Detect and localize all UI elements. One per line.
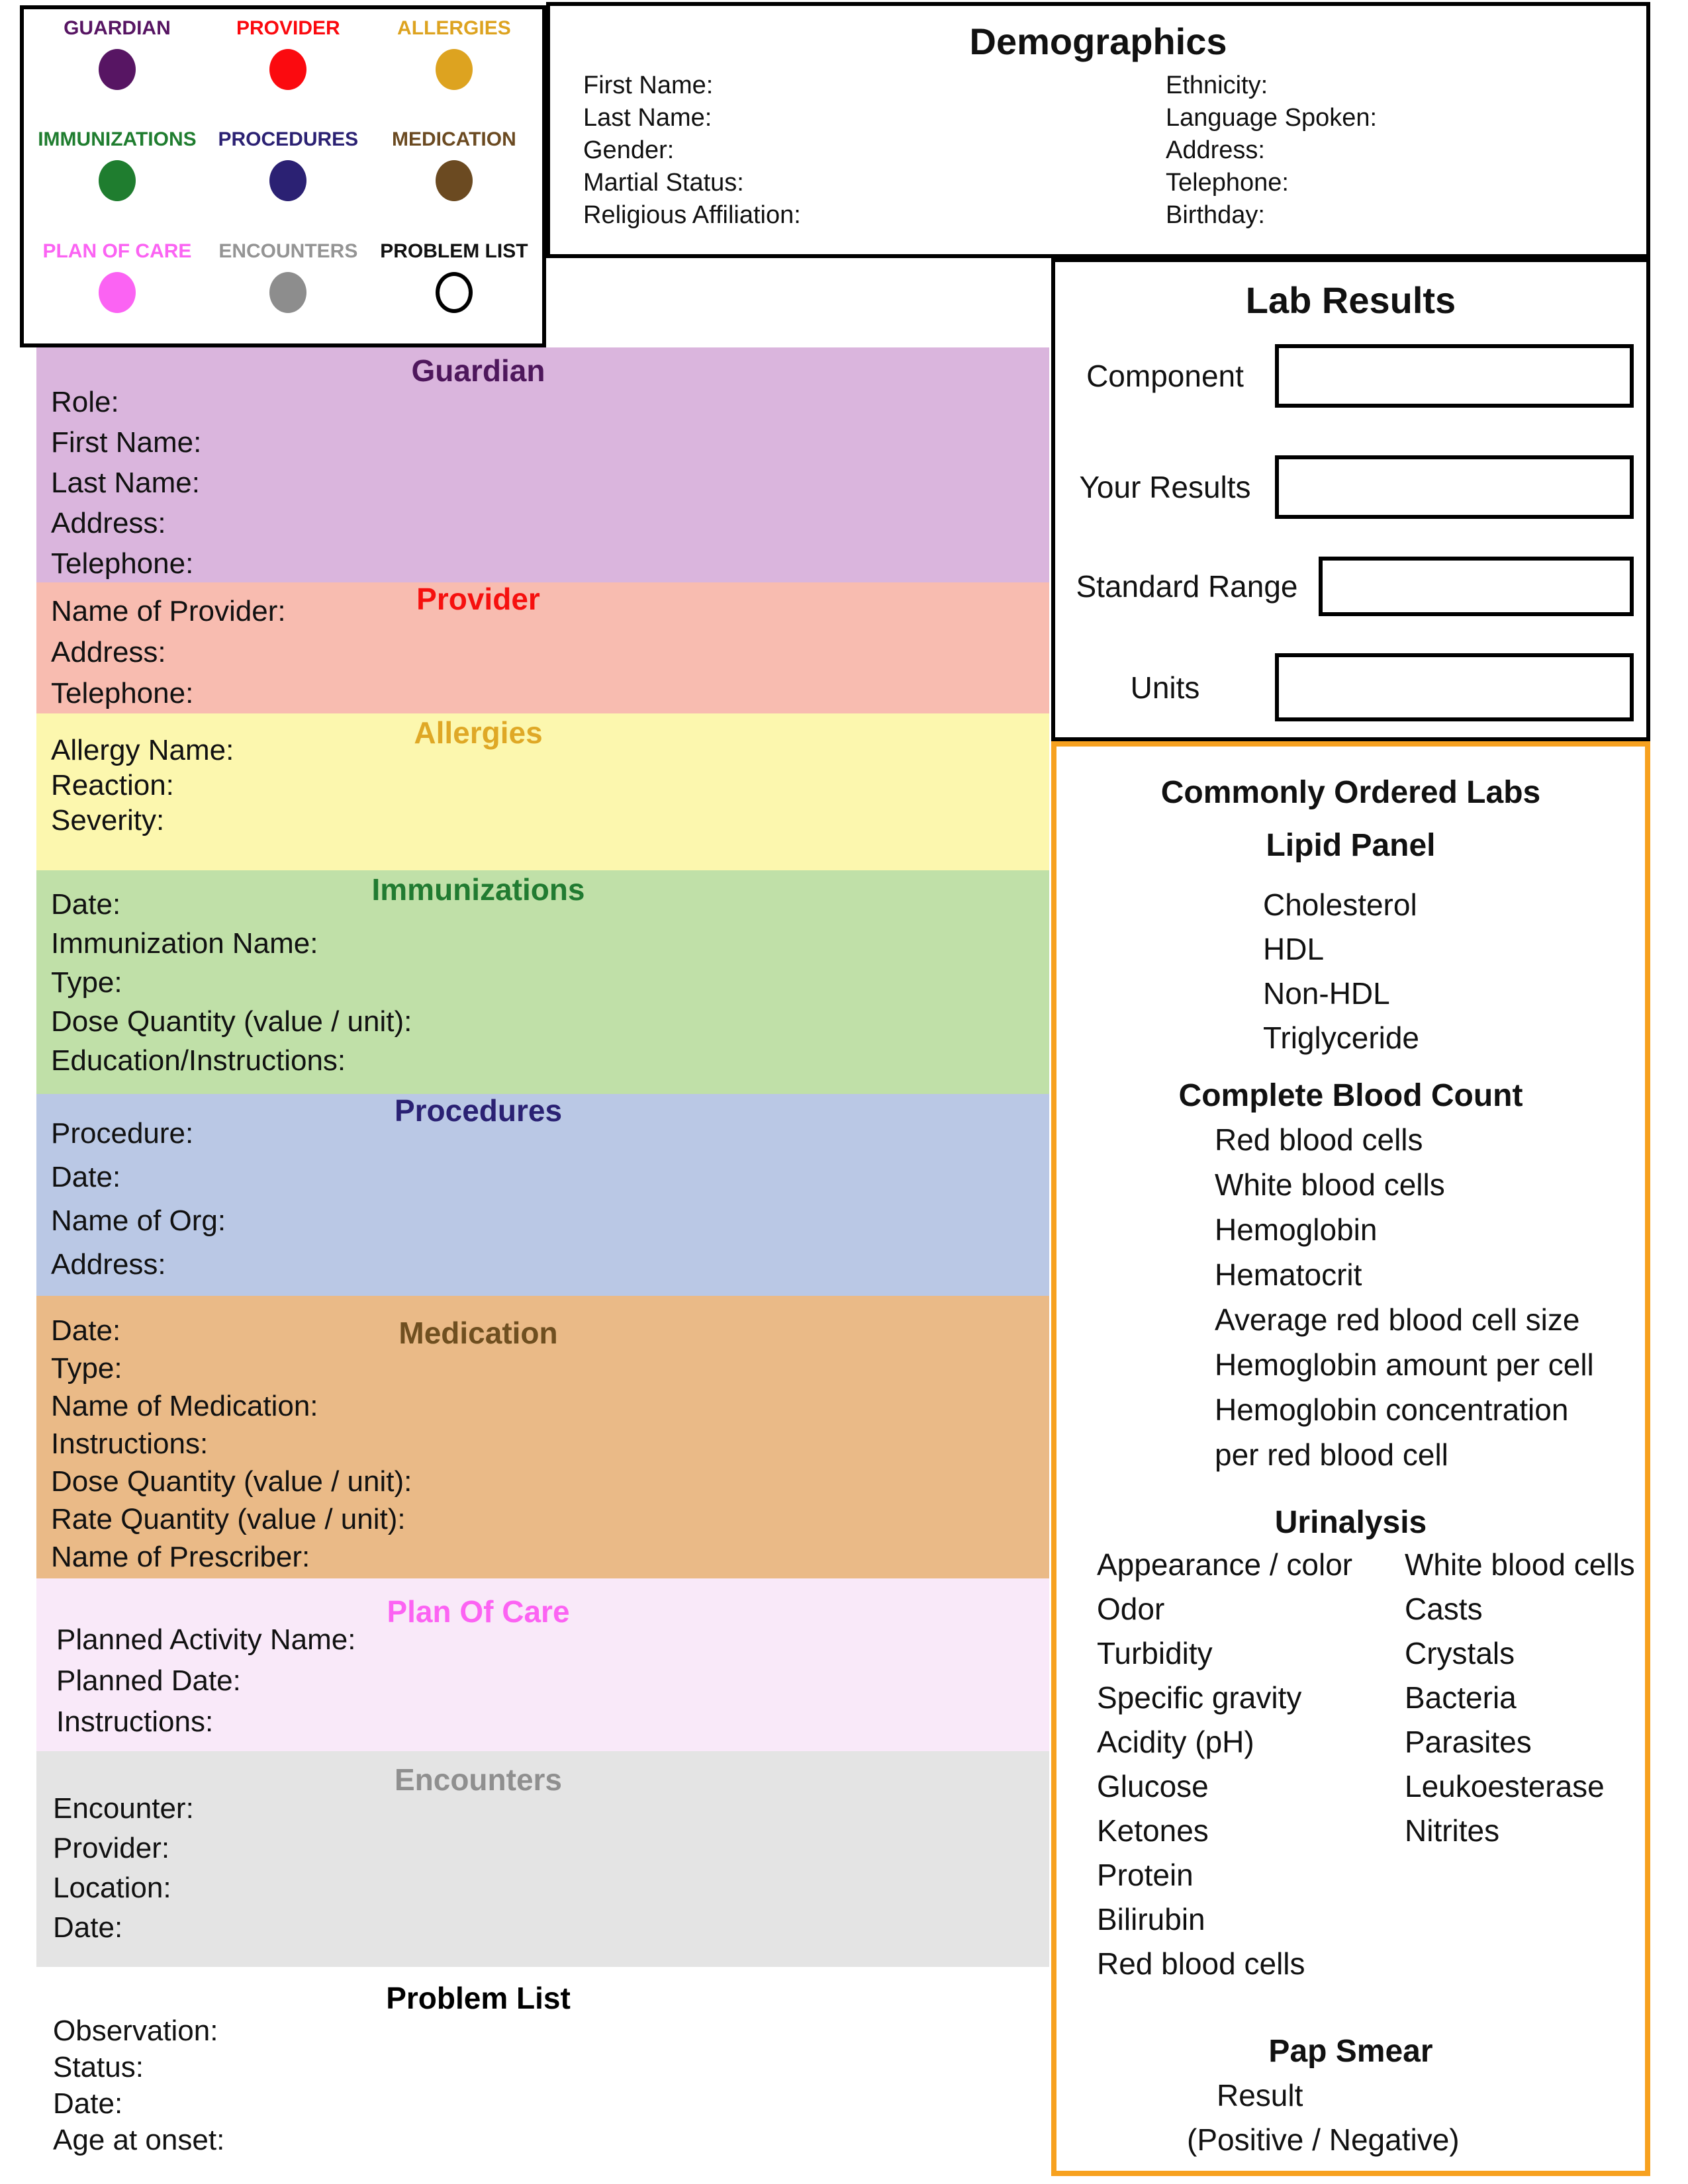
allergies-section-header: Allergies [414, 715, 543, 750]
field-label: Instructions: [56, 1706, 214, 1738]
lab-item: Crystals [1405, 1636, 1515, 1670]
legend-item-encounters [211, 232, 366, 343]
guardian-dot-icon [99, 49, 136, 90]
immunizations-dot-icon [99, 160, 136, 201]
legend-label-medication: MEDICATION [391, 128, 516, 151]
section-encounters [36, 1751, 1049, 1967]
plan-of-care-section-header: Plan Of Care [387, 1594, 570, 1629]
section-plan-of-care [36, 1578, 1049, 1751]
field-label: Instructions: [51, 1428, 209, 1460]
legend-item-allergies [366, 9, 542, 120]
field-label: Address: [1166, 136, 1265, 164]
commonly-ordered-labs-box [1051, 741, 1650, 2176]
field-label: Reaction: [51, 769, 174, 801]
lab-item: Turbidity [1097, 1636, 1213, 1670]
demographics-right-column [1166, 69, 1377, 232]
lab-item: HDL [1263, 932, 1325, 966]
field-label: Role: [51, 386, 119, 418]
lab-row-standard-range [1055, 557, 1646, 616]
lab-row-units [1055, 653, 1646, 721]
field-label: Dose Quantity (value / unit): [51, 1465, 412, 1498]
legend-item-plan-of-care [24, 232, 211, 343]
field-label: Provider: [53, 1832, 170, 1864]
demographics-box [546, 2, 1650, 258]
field-label: Last Name: [51, 467, 200, 499]
legend-label-allergies: ALLERGIES [397, 17, 511, 39]
lab-item: Cholesterol [1263, 887, 1417, 922]
field-label: Age at onset: [53, 2124, 225, 2156]
section-procedures [36, 1094, 1049, 1296]
lab-item: White blood cells [1215, 1167, 1445, 1202]
lab-item: Bilirubin [1097, 1902, 1205, 1936]
lab-item: Leukoesterase [1405, 1769, 1605, 1803]
field-label: First Name: [51, 426, 202, 459]
field-label: Name of Medication: [51, 1390, 318, 1422]
component-label: Component [1086, 358, 1244, 393]
lab-item: Parasites [1405, 1725, 1532, 1759]
demographics-left-column [583, 69, 801, 232]
section-medication [36, 1296, 1049, 1578]
urinalysis-heading: Urinalysis [1274, 1505, 1427, 1540]
field-label: Religious Affiliation: [583, 201, 801, 229]
lab-item: Hemoglobin [1215, 1212, 1378, 1247]
field-label: Location: [53, 1872, 171, 1904]
field-label: Planned Date: [56, 1664, 241, 1697]
field-label: Gender: [583, 136, 675, 164]
problem-list-section-header: Problem List [386, 1981, 571, 2015]
field-label: Name of Prescriber: [51, 1541, 310, 1573]
field-label: Last Name: [583, 104, 712, 132]
demographics-title: Demographics [969, 21, 1227, 62]
standard-range-field[interactable] [1319, 557, 1634, 616]
field-label: Telephone: [51, 677, 194, 709]
lab-item: Appearance / color [1097, 1547, 1353, 1582]
field-label: Planned Activity Name: [56, 1623, 356, 1656]
legend-label-plan-of-care: PLAN OF CARE [42, 240, 192, 262]
lab-item: Hemoglobin amount per cell [1215, 1347, 1594, 1382]
lab-item: Casts [1405, 1592, 1483, 1626]
procedures-dot-icon [269, 160, 306, 201]
medication-section-header: Medication [399, 1316, 558, 1350]
field-label: Status: [53, 2051, 144, 2083]
legend-label-provider: PROVIDER [236, 17, 340, 39]
lab-item: Acidity (pH) [1097, 1725, 1254, 1759]
lab-item: Red blood cells [1097, 1946, 1305, 1981]
urinalysis-left-list [1097, 1543, 1352, 1986]
procedures-section-header: Procedures [394, 1094, 563, 1128]
legend-item-guardian [24, 9, 211, 120]
lab-row-your-results [1055, 455, 1646, 519]
lab-item: Bacteria [1405, 1680, 1517, 1715]
field-label: Date: [51, 1161, 121, 1193]
field-label: Date: [51, 888, 121, 921]
legend-item-medication [366, 120, 542, 232]
standard-range-label: Standard Range [1076, 569, 1298, 604]
your-results-label: Your Results [1079, 469, 1251, 504]
field-label: Type: [51, 966, 122, 999]
component-field[interactable] [1275, 344, 1634, 408]
lab-item: (Positive / Negative) [1187, 2122, 1460, 2157]
legend-label-guardian: GUARDIAN [64, 17, 171, 39]
field-label: Language Spoken: [1166, 104, 1378, 132]
field-label: Severity: [51, 804, 165, 837]
field-label: Name of Org: [51, 1205, 226, 1237]
provider-dot-icon [269, 49, 306, 90]
lab-item: Glucose [1097, 1769, 1209, 1803]
lab-item: Triglyceride [1263, 1021, 1420, 1055]
units-field[interactable] [1275, 653, 1634, 721]
guardian-section-header: Guardian [411, 353, 545, 388]
field-label: Allergy Name: [51, 734, 234, 766]
provider-section-header: Provider [416, 582, 540, 616]
lab-item: Nitrites [1405, 1813, 1500, 1848]
lab-item: Specific gravity [1097, 1680, 1302, 1715]
legend-item-procedures [211, 120, 366, 232]
lab-item: Odor [1097, 1592, 1165, 1626]
field-label: Name of Provider: [51, 595, 286, 627]
medication-dot-icon [436, 160, 473, 201]
field-label: Address: [51, 507, 166, 539]
lipid-panel-list [1263, 883, 1419, 1060]
cbc-heading: Complete Blood Count [1178, 1078, 1523, 1113]
section-problem-list [36, 1967, 1049, 2184]
field-label: Date: [53, 1911, 123, 1944]
section-provider [36, 582, 1049, 713]
legend-item-immunizations [24, 120, 211, 232]
legend-label-procedures: PROCEDURES [218, 128, 359, 151]
legend-label-problem-list: PROBLEM LIST [380, 240, 528, 262]
section-guardian [36, 347, 1049, 582]
lipid-panel-heading: Lipid Panel [1266, 828, 1436, 863]
legend-item-problem-list [366, 232, 542, 343]
field-label: Martial Status: [583, 169, 744, 197]
lab-row-component [1055, 344, 1646, 408]
lab-item: per red blood cell [1215, 1437, 1448, 1472]
field-label: Date: [53, 2087, 123, 2120]
lab-item: Red blood cells [1215, 1122, 1423, 1157]
lab-item: Result [1217, 2078, 1303, 2113]
lab-item: Average red blood cell size [1215, 1302, 1580, 1337]
encounters-section-header: Encounters [394, 1762, 563, 1797]
legend-label-immunizations: IMMUNIZATIONS [38, 128, 197, 151]
field-label: Procedure: [51, 1117, 194, 1150]
legend-label-encounters: ENCOUNTERS [218, 240, 358, 262]
field-label: Birthday: [1166, 201, 1265, 229]
field-label: Telephone: [51, 547, 194, 580]
lab-item: Non-HDL [1263, 976, 1390, 1011]
lab-item: White blood cells [1405, 1547, 1635, 1582]
lab-item: Hemoglobin concentration [1215, 1392, 1569, 1427]
legend-box [20, 5, 546, 347]
lab-item: Protein [1097, 1858, 1194, 1892]
section-allergies [36, 713, 1049, 870]
your-results-field[interactable] [1275, 455, 1634, 519]
pap-smear-list [1187, 2073, 1460, 2162]
field-label: Education/Instructions: [51, 1044, 346, 1077]
field-label: First Name: [583, 71, 714, 99]
field-label: Observation: [53, 2015, 218, 2047]
lab-results-box [1051, 258, 1650, 741]
lab-item: Hematocrit [1215, 1257, 1362, 1292]
allergies-dot-icon [436, 49, 473, 90]
pap-smear-heading: Pap Smear [1268, 2034, 1433, 2069]
field-label: Rate Quantity (value / unit): [51, 1503, 406, 1535]
field-label: Telephone: [1166, 169, 1289, 197]
field-label: Encounter: [53, 1792, 194, 1825]
field-label: Dose Quantity (value / unit): [51, 1005, 412, 1038]
problem-list-dot-icon [436, 272, 473, 313]
units-label: Units [1130, 670, 1200, 705]
field-label: Immunization Name: [51, 927, 318, 960]
cbc-list [1215, 1117, 1594, 1477]
section-immunizations [36, 870, 1049, 1094]
encounters-dot-icon [269, 272, 306, 313]
immunizations-section-header: Immunizations [371, 872, 585, 907]
lab-results-title: Lab Results [1245, 279, 1456, 321]
legend-item-provider [211, 9, 366, 120]
lab-item: Ketones [1097, 1813, 1209, 1848]
urinalysis-right-list [1405, 1543, 1635, 1853]
field-label: Address: [51, 1248, 166, 1281]
field-label: Ethnicity: [1166, 71, 1268, 99]
field-label: Address: [51, 636, 166, 668]
plan-of-care-dot-icon [99, 272, 136, 313]
commonly-ordered-labs-title: Commonly Ordered Labs [1160, 775, 1541, 810]
field-label: Type: [51, 1352, 122, 1385]
field-label: Date: [51, 1314, 121, 1347]
